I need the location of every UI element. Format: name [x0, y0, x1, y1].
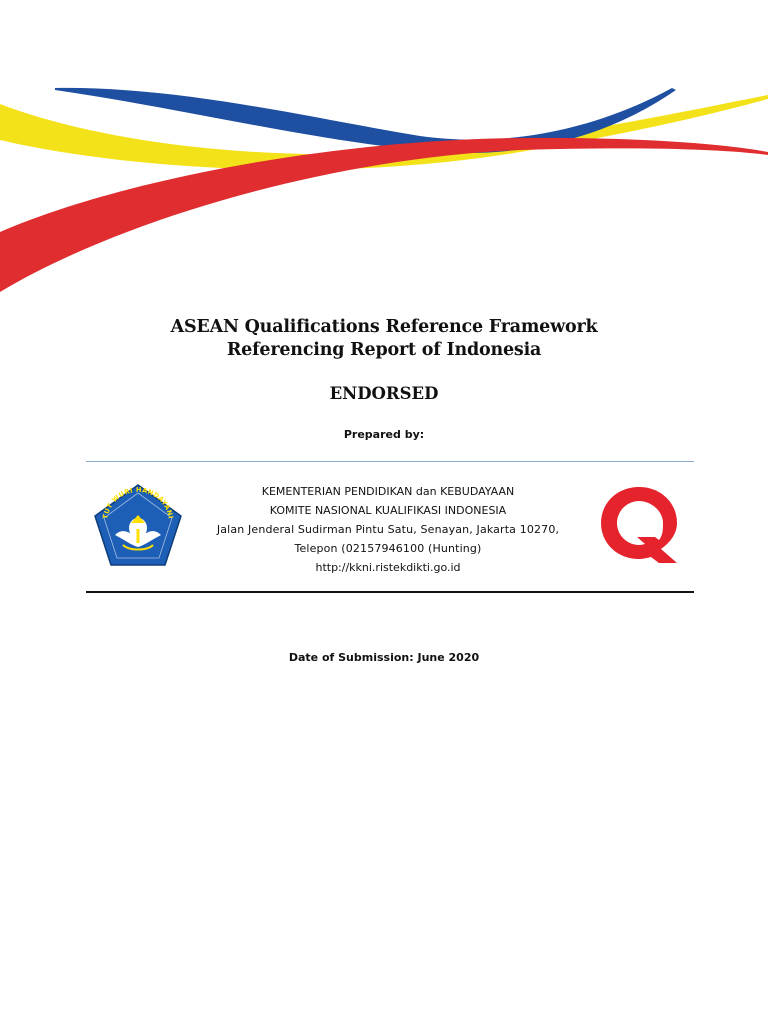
emblem-motto: TUT WURI HANDAYANI [101, 485, 175, 520]
ministry-name: KEMENTERIAN PENDIDIKAN dan KEBUDAYAAN [261, 485, 515, 498]
report-title [0, 316, 768, 362]
red-swoosh [0, 138, 768, 292]
website-link[interactable]: http://kkni.ristekdikti.go.id [315, 561, 461, 574]
prepared-by-label: Prepared by: [343, 428, 425, 441]
tut-wuri-handayani-emblem-icon [93, 483, 183, 567]
committee-name: KOMITE NASIONAL KUALIFIKASI INDONESIA [269, 504, 507, 517]
kkni-q-logo-icon [599, 485, 679, 563]
submission-date: Date of Submission: June 2020 [288, 651, 480, 664]
top-divider [86, 461, 694, 462]
endorsed-status: ENDORSED [329, 384, 439, 403]
phone-line: Telepon (02157946100 (Hunting) [294, 542, 482, 555]
organization-details [196, 482, 580, 577]
decorative-banner [0, 0, 768, 300]
bottom-divider [86, 591, 694, 593]
address-line: Jalan Jenderal Sudirman Pintu Satu, Senayan, Jakarta 10270, [216, 523, 560, 536]
title-line-2: Referencing Report of Indonesia [226, 340, 542, 360]
title-line-1: ASEAN Qualifications Reference Framework [170, 317, 598, 337]
